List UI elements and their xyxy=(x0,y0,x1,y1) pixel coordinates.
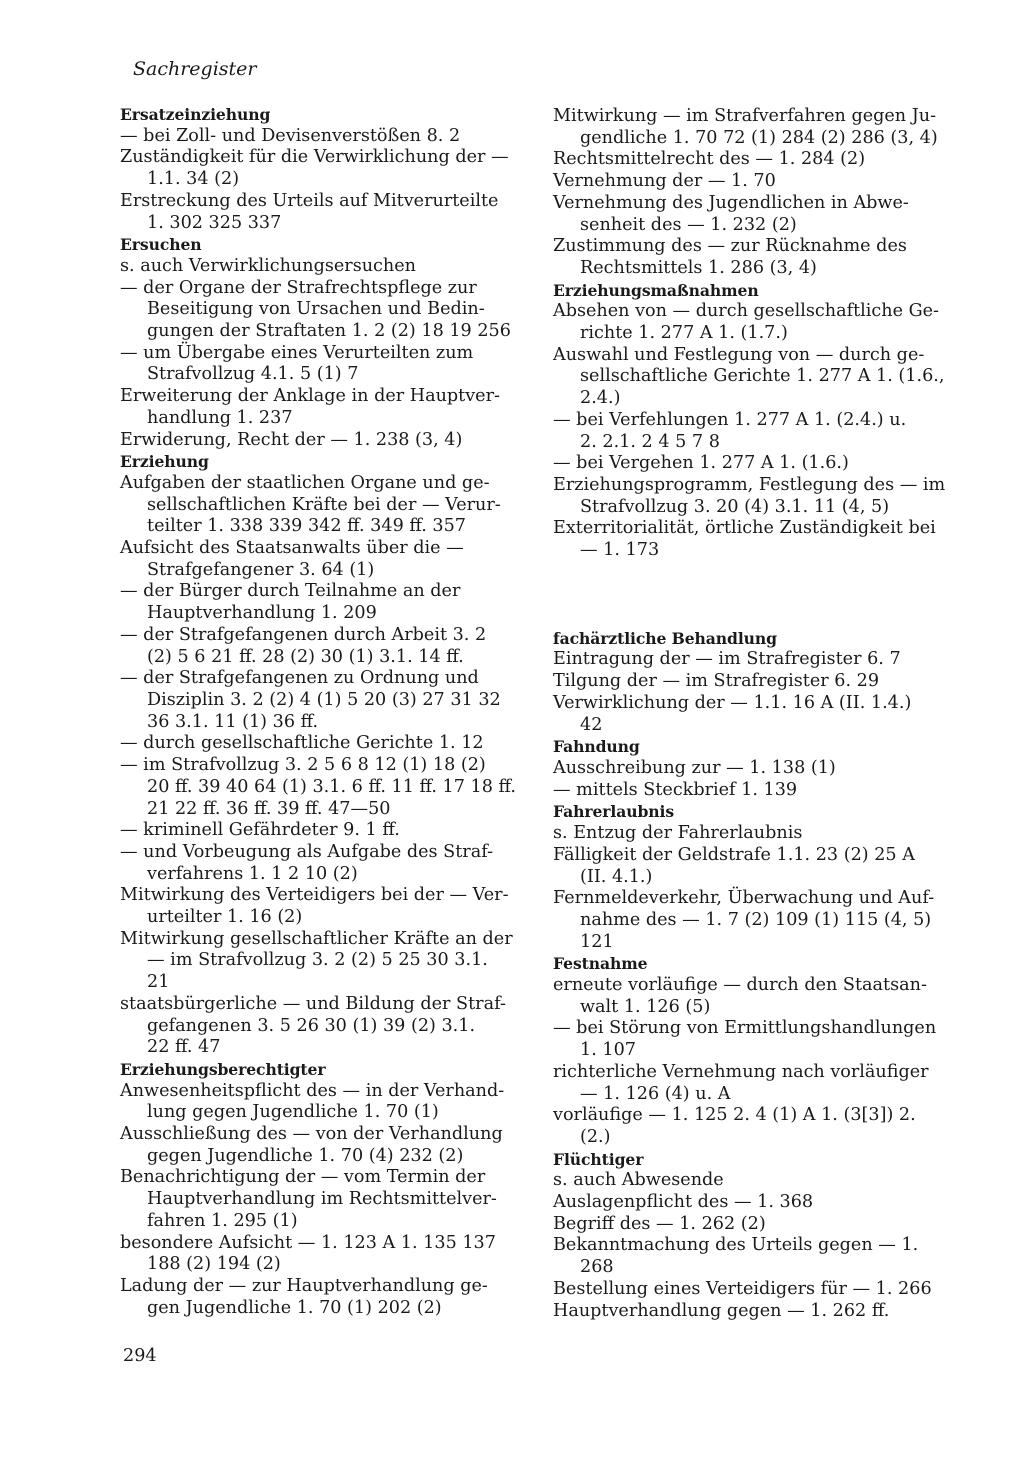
index-entry: Auswahl und Festlegung von — durch ge- xyxy=(553,344,925,365)
index-entry-continuation: 20 ff. 39 40 64 (1) 3.1. 6 ff. 11 ff. 17 18 ff. xyxy=(147,776,516,797)
index-entry: s. auch Abwesende xyxy=(553,1170,724,1191)
index-entry: — bei Vergehen 1. 277 A 1. (1.6.) xyxy=(553,453,849,474)
index-entry: — um Übergabe eines Verurteilten zum xyxy=(120,342,474,363)
index-entry: — bei Verfehlungen 1. 277 A 1. (2.4.) u. xyxy=(553,409,907,430)
index-entry: richterliche Vernehmung nach vorläufiger xyxy=(553,1061,929,1082)
index-heading: Erziehungsberechtigter xyxy=(120,1059,326,1079)
index-heading: Erziehung xyxy=(120,452,209,472)
index-column-right xyxy=(553,106,967,1322)
index-entry-continuation: 21 22 ff. 36 ff. 39 ff. 47—50 xyxy=(147,798,391,819)
index-entry: Fernmeldeverkehr, Überwachung und Auf- xyxy=(553,888,935,909)
index-entry: s. auch Verwirklichungsersuchen xyxy=(120,255,416,276)
index-entry: Ausschließung des — von der Verhandlung xyxy=(120,1124,503,1145)
index-entry-continuation: 188 (2) 194 (2) xyxy=(147,1254,281,1275)
index-entry: — der Bürger durch Teilnahme an der xyxy=(120,581,461,602)
index-entry: Auslagenpflicht des — 1. 368 xyxy=(553,1192,814,1213)
index-entry-continuation: (2) 5 6 21 ff. 28 (2) 30 (1) 3.1. 14 ff. xyxy=(147,646,464,667)
page-header-title: Sachregister xyxy=(133,58,257,80)
index-entry-continuation: 2. 2.1. 2 4 5 7 8 xyxy=(580,431,720,452)
index-entry-continuation: 268 xyxy=(580,1257,614,1278)
index-entry: Exterritorialität, örtliche Zuständigkeit bei xyxy=(553,518,936,539)
index-entry: — der Strafgefangenen durch Arbeit 3. 2 xyxy=(120,624,487,645)
index-entry-continuation: 121 xyxy=(580,931,614,952)
index-entry: — bei Zoll- und Devisenverstößen 8. 2 xyxy=(120,125,461,146)
index-entry-continuation: 1. 107 xyxy=(580,1040,636,1061)
index-heading: Ersuchen xyxy=(120,235,202,255)
index-entry: Vernehmung der — 1. 70 xyxy=(553,171,776,192)
index-entry-continuation: lung gegen Jugendliche 1. 70 (1) xyxy=(147,1102,439,1123)
index-entry: Erziehungsprogramm, Festlegung des — im xyxy=(553,474,946,495)
index-entry: Absehen von — durch gesellschaftliche Ge- xyxy=(553,301,940,322)
index-entry: Rechtsmittelrecht des — 1. 284 (2) xyxy=(553,149,866,170)
index-entry: — kriminell Gefährdeter 9. 1 ff. xyxy=(120,820,400,841)
index-entry-continuation: sellschaftliche Gerichte 1. 277 A 1. (1.6., xyxy=(580,366,945,387)
index-entry: Erwiderung, Recht der — 1. 238 (3, 4) xyxy=(120,429,463,450)
index-entry: Erstreckung des Urteils auf Mitverurteilte xyxy=(120,190,499,211)
index-entry: Fälligkeit der Geldstrafe 1.1. 23 (2) 25 A xyxy=(553,844,915,865)
index-entry: erneute vorläufige — durch den Staatsan- xyxy=(553,975,927,996)
index-entry-continuation: gen Jugendliche 1. 70 (1) 202 (2) xyxy=(147,1297,442,1318)
index-entry: Tilgung der — im Strafregister 6. 29 xyxy=(553,671,880,692)
index-entry-continuation: — 1. 126 (4) u. A xyxy=(580,1083,731,1104)
index-entry-continuation: — 1. 173 xyxy=(580,540,660,561)
index-entry-continuation: (2.) xyxy=(580,1126,611,1147)
index-heading: Ersatzeinziehung xyxy=(120,105,271,124)
index-entry-continuation: urteilter 1. 16 (2) xyxy=(147,907,303,928)
index-entry-continuation: fahren 1. 295 (1) xyxy=(147,1210,298,1231)
index-entry-continuation: senheit des — 1. 232 (2) xyxy=(580,214,797,235)
index-entry: Bekanntmachung des Urteils gegen — 1. xyxy=(553,1235,919,1256)
section-gap xyxy=(553,562,967,628)
index-entry: Bestellung eines Verteidigers für — 1. 266 xyxy=(553,1278,932,1299)
index-entry: — der Organe der Strafrechtspflege zur xyxy=(120,277,477,298)
index-entry-continuation: 22 ff. 47 xyxy=(147,1037,221,1058)
index-entry-continuation: — im Strafvollzug 3. 2 (2) 5 25 30 3.1. xyxy=(147,950,488,971)
index-entry: s. Entzug der Fahrerlaubnis xyxy=(553,823,803,844)
index-entry-continuation: Disziplin 3. 2 (2) 4 (1) 5 20 (3) 27 31 32 xyxy=(147,689,501,710)
index-entry-continuation: 2.4.) xyxy=(580,388,621,409)
index-entry-continuation: walt 1. 126 (5) xyxy=(580,996,711,1017)
index-entry: — mittels Steckbrief 1. 139 xyxy=(553,779,798,800)
index-entry: Eintragung der — im Strafregister 6. 7 xyxy=(553,649,901,670)
index-entry-continuation: sellschaftlichen Kräfte bei der — Verur- xyxy=(147,494,501,515)
index-entry: Benachrichtigung der — vom Termin der xyxy=(120,1167,486,1188)
index-entry-continuation: Strafvollzug 4.1. 5 (1) 7 xyxy=(147,364,359,385)
index-entry: Ladung der — zur Hauptverhandlung ge- xyxy=(120,1275,488,1296)
index-entry-continuation: 36 3.1. 11 (1) 36 ff. xyxy=(147,711,319,732)
index-entry-continuation: richte 1. 277 A 1. (1.7.) xyxy=(580,323,788,344)
index-entry-continuation: Rechtsmittels 1. 286 (3, 4) xyxy=(580,257,817,278)
index-entry: Mitwirkung — im Strafverfahren gegen Ju- xyxy=(553,106,937,126)
index-entry-continuation: Beseitigung von Ursachen und Bedin- xyxy=(147,299,485,320)
index-entry: Aufsicht des Staatsanwalts über die — xyxy=(120,538,464,559)
index-entry: — im Strafvollzug 3. 2 5 6 8 12 (1) 18 (2) xyxy=(120,755,486,776)
index-entry-continuation: (II. 4.1.) xyxy=(580,866,653,887)
index-entry: Aufgaben der staatlichen Organe und ge- xyxy=(120,472,490,493)
index-entry: Zustimmung des — zur Rücknahme des xyxy=(553,236,907,257)
index-heading: Fahndung xyxy=(553,737,640,757)
index-column-left xyxy=(120,104,536,1319)
index-entry-continuation: gefangenen 3. 5 26 30 (1) 39 (2) 3.1. xyxy=(147,1015,476,1036)
index-heading: Fahrerlaubnis xyxy=(553,802,675,822)
index-entry-continuation: 1. 302 325 337 xyxy=(147,212,282,233)
index-entry: — und Vorbeugung als Aufgabe des Straf- xyxy=(120,841,494,862)
index-entry: — bei Störung von Ermittlungshandlungen xyxy=(553,1018,937,1039)
index-entry: besondere Aufsicht — 1. 123 A 1. 135 137 xyxy=(120,1232,496,1253)
index-entry: vorläufige — 1. 125 2. 4 (1) A 1. (3[3]) 2. xyxy=(553,1105,916,1126)
index-entry: staatsbürgerliche — und Bildung der Straf- xyxy=(120,993,506,1014)
index-entry: Anwesenheitspflicht des — in der Verhand- xyxy=(120,1080,505,1101)
index-entry: Erweiterung der Anklage in der Hauptver- xyxy=(120,386,500,407)
index-entry: Zuständigkeit für die Verwirklichung der — xyxy=(120,147,509,168)
index-heading: fachärztliche Behandlung xyxy=(553,628,777,648)
index-entry-continuation: gendliche 1. 70 72 (1) 284 (2) 286 (3, 4) xyxy=(580,127,938,148)
index-entry-continuation: nahme des — 1. 7 (2) 109 (1) 115 (4, 5) xyxy=(580,909,932,930)
index-entry: Vernehmung des Jugendlichen in Abwe- xyxy=(553,192,909,213)
index-entry: — durch gesellschaftliche Gerichte 1. 12 xyxy=(120,733,484,754)
index-entry-continuation: Strafgefangener 3. 64 (1) xyxy=(147,559,375,580)
index-entry: Hauptverhandlung gegen — 1. 262 ff. xyxy=(553,1300,890,1321)
index-heading: Erziehungsmaßnahmen xyxy=(553,280,759,300)
index-entry: Mitwirkung gesellschaftlicher Kräfte an der xyxy=(120,928,513,949)
index-entry-continuation: 42 xyxy=(580,714,603,735)
index-entry-continuation: 1.1. 34 (2) xyxy=(147,169,240,190)
index-entry-continuation: teilter 1. 338 339 342 ff. 349 ff. 357 xyxy=(147,516,466,537)
index-entry-continuation: Strafvollzug 3. 20 (4) 3.1. 11 (4, 5) xyxy=(580,496,890,517)
index-entry-continuation: gegen Jugendliche 1. 70 (4) 232 (2) xyxy=(147,1145,464,1166)
index-entry-continuation: Hauptverhandlung im Rechtsmittelver- xyxy=(147,1189,497,1210)
index-entry-continuation: gungen der Straftaten 1. 2 (2) 18 19 256 xyxy=(147,321,511,342)
index-entry: — der Strafgefangenen zu Ordnung und xyxy=(120,668,479,689)
index-entry-continuation: 21 xyxy=(147,972,170,993)
index-entry-continuation: handlung 1. 237 xyxy=(147,407,293,428)
page-number: 294 xyxy=(123,1346,157,1366)
index-entry: Verwirklichung der — 1.1. 16 A (II. 1.4.) xyxy=(553,692,912,713)
index-heading: Flüchtiger xyxy=(553,1149,644,1169)
index-entry: Mitwirkung des Verteidigers bei der — Ver- xyxy=(120,885,509,906)
index-heading: Festnahme xyxy=(553,954,648,974)
index-entry-continuation: Hauptverhandlung 1. 209 xyxy=(147,603,377,624)
index-entry: Begriff des — 1. 262 (2) xyxy=(553,1213,766,1234)
index-entry: Ausschreibung zur — 1. 138 (1) xyxy=(553,757,836,778)
index-entry-continuation: verfahrens 1. 1 2 10 (2) xyxy=(147,863,358,884)
